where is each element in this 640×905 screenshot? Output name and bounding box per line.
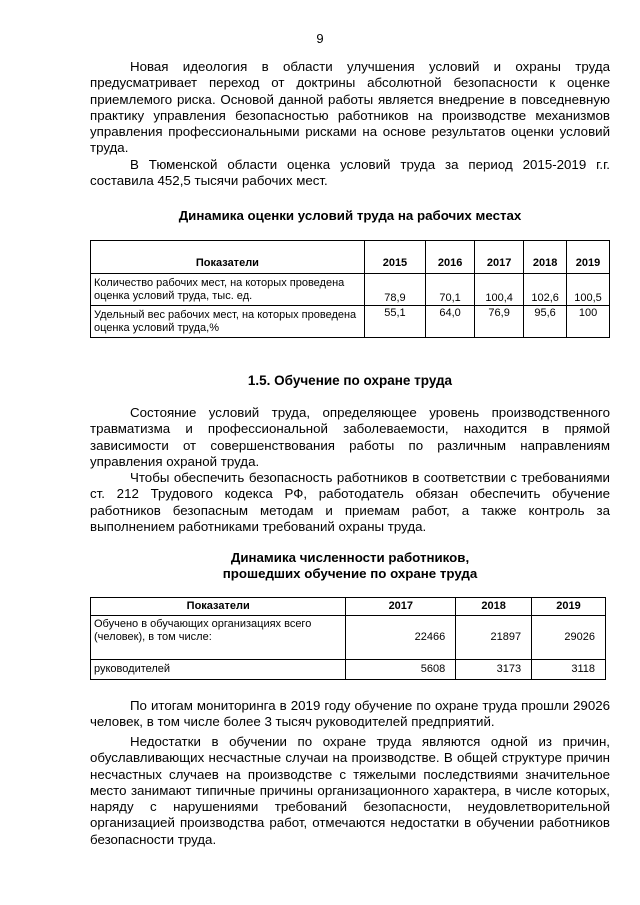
cell-value: 55,1 [364,306,425,338]
paragraph-monitoring-results: По итогам мониторинга в 2019 году обучение по охране труда прошли 29026 человек, в том числе более 3 тысяч руководителей предприятий. [90,698,610,730]
cell-value: 3173 [456,660,532,680]
row-label: руководителей [91,660,346,680]
table2-title-line1: Динамика численности работников, [230,550,470,565]
header-year: 2017 [475,241,524,274]
cell-value: 29026 [532,616,606,660]
cell-value: 102,6 [524,274,567,306]
cell-value: 100 [567,306,610,338]
row-label: Количество рабочих мест, на которых проведена оценка условий труда, тыс. ед. [91,274,365,306]
table-row [91,274,610,306]
header-year: 2018 [456,598,532,616]
table1-title: Динамика оценки условий труда на рабочих местах [178,208,522,223]
cell-value: 70,1 [426,274,475,306]
training-dynamics-table [90,597,606,680]
cell-value: 64,0 [426,306,475,338]
section-heading: 1.5. Обучение по охране труда [247,373,453,388]
header-year: 2019 [532,598,606,616]
cell-value: 78,9 [364,274,425,306]
header-indicators: Показатели [91,598,346,616]
cell-value: 100,4 [475,274,524,306]
table-row [91,306,610,338]
header-year: 2017 [346,598,456,616]
header-year: 2016 [426,241,475,274]
row-label: Удельный вес рабочих мест, на которых проведена оценка условий труда,% [91,306,365,338]
paragraph-employer-obligations: Чтобы обеспечить безопасность работников в соответствии с требованиями ст. 212 Трудового кодекса РФ, работодатель обязан обеспечить обучение работников безопасным методам и приемам работ, а также контроль за выполнением работниками требований охраны труда. [90,470,610,534]
page-number: 9 [316,31,324,46]
table-header-row [91,241,610,274]
cell-value: 100,5 [567,274,610,306]
table-row [91,616,606,660]
paragraph-training-deficiencies: Недостатки в обучении по охране труда являются одной из причин, обуславливающих несчастные случаи на производстве. В общей структуре причин несчастных случаев на производстве с тяжелыми последствиями значительное место занимают типичные причины организационного характера, в числе которых, наряду с нарушениями требований безопасности, неудовлетворительной организацией производства работ, отмечаются недостатки в обучении работников безопасности труда. [90,734,610,847]
cell-value: 22466 [346,616,456,660]
table2-title-line2: прошедших обучение по охране труда [222,566,478,581]
paragraph-working-conditions: Состояние условий труда, определяющее уровень производственного травматизма и профессиональной заболеваемости, находится в прямой зависимости от совершенствования работы по различным направлениям управления охраной труда. [90,405,610,469]
paragraph-tyumen-assessment: В Тюменской области оценка условий труда за период 2015-2019 г.г. составила 452,5 тысячи рабочих мест. [90,157,610,189]
header-year: 2015 [364,241,425,274]
header-year: 2018 [524,241,567,274]
paragraph-new-ideology: Новая идеология в области улучшения условий и охраны труда предусматривает переход от доктрины абсолютной безопасности к оценке приемлемого риска. Основой данной работы является внедрение в повседневную практику управления безопасностью работников на производстве механизмов управления профессиональными рисками на основе результатов оценки условий труда. [90,59,610,156]
cell-value: 5608 [346,660,456,680]
cell-value: 21897 [456,616,532,660]
cell-value: 3118 [532,660,606,680]
header-indicators: Показатели [91,241,365,274]
cell-value: 76,9 [475,306,524,338]
assessment-dynamics-table [90,240,610,338]
header-year: 2019 [567,241,610,274]
table-header-row [91,598,606,616]
row-label: Обучено в обучающих организациях всего (человек), в том числе: [91,616,346,660]
cell-value: 95,6 [524,306,567,338]
table-row [91,660,606,680]
